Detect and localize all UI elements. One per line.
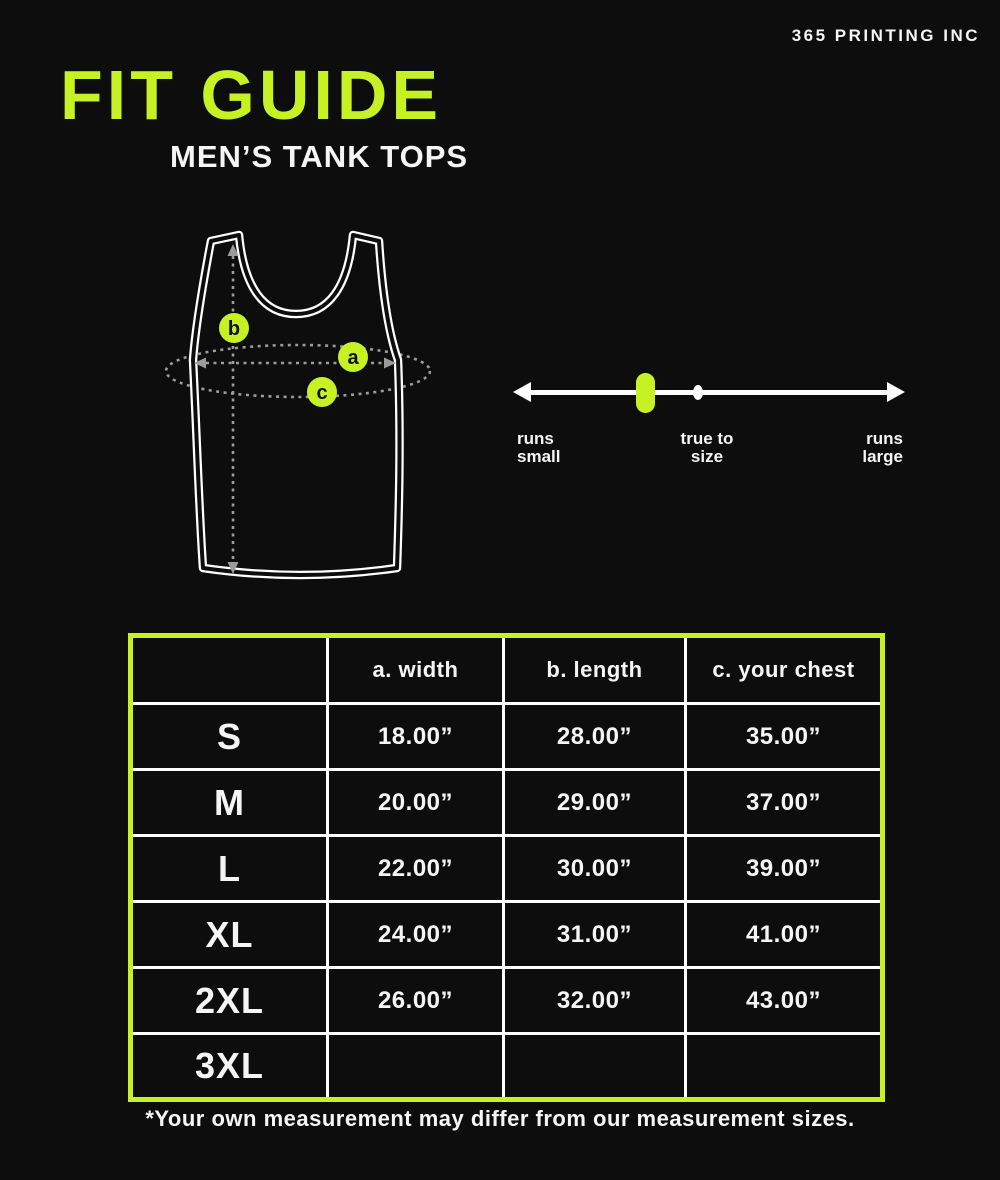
scale-label-runs-small xyxy=(517,430,560,467)
chest-cell: 35.00” xyxy=(685,704,882,770)
size-table xyxy=(128,633,885,1102)
scale-arrow-right-icon xyxy=(887,382,905,402)
scale-label-runs-large xyxy=(862,430,903,467)
page-title: FIT GUIDE xyxy=(60,56,443,134)
chest-cell: 37.00” xyxy=(685,770,882,836)
footnote: *Your own measurement may differ from our measurement sizes. xyxy=(145,1106,855,1131)
table-row xyxy=(131,704,883,770)
length-cell: 32.00” xyxy=(503,968,685,1034)
runs-small-line2: small xyxy=(517,447,561,467)
length-cell: 30.00” xyxy=(503,836,685,902)
header-size xyxy=(131,636,328,704)
width-cell: 22.00” xyxy=(328,836,504,902)
table-row xyxy=(131,770,883,836)
scale-track xyxy=(525,390,893,395)
fit-scale xyxy=(513,372,905,482)
width-cell: 20.00” xyxy=(328,770,504,836)
true-to-size-line2: size xyxy=(690,447,724,467)
width-cell: 26.00” xyxy=(328,968,504,1034)
width-cell: 24.00” xyxy=(328,902,504,968)
size-cell: 2XL xyxy=(131,968,328,1034)
header-chest: c. your chest xyxy=(685,636,882,704)
brand-name: 365 PRINTING INC xyxy=(791,26,980,45)
size-cell: L xyxy=(131,836,328,902)
fit-position-marker xyxy=(636,373,655,413)
marker-b xyxy=(219,313,249,343)
chest-measure-ellipse xyxy=(166,345,430,397)
size-cell: M xyxy=(131,770,328,836)
marker-a-label: a xyxy=(347,347,359,369)
tank-top-diagram xyxy=(150,210,470,610)
runs-large-line1: runs xyxy=(866,429,903,448)
size-cell: XL xyxy=(131,902,328,968)
length-cell: 29.00” xyxy=(503,770,685,836)
true-to-size-dot xyxy=(693,385,703,400)
runs-large-line2: large xyxy=(862,447,903,467)
table-row xyxy=(131,1034,883,1100)
length-cell: 28.00” xyxy=(503,704,685,770)
page-subtitle: MEN’S TANK TOPS xyxy=(170,139,469,174)
scale-label-true-to-size xyxy=(647,430,767,467)
marker-a xyxy=(338,342,368,372)
table-row xyxy=(131,836,883,902)
size-cell: 3XL xyxy=(131,1034,328,1100)
size-cell: S xyxy=(131,704,328,770)
marker-c xyxy=(307,377,337,407)
header-length: b. length xyxy=(503,636,685,704)
chest-cell: 41.00” xyxy=(685,902,882,968)
tank-outline xyxy=(193,235,400,575)
table-row xyxy=(131,968,883,1034)
size-table-header-row xyxy=(131,636,883,704)
chest-cell: 43.00” xyxy=(685,968,882,1034)
length-cell: 31.00” xyxy=(503,902,685,968)
width-cell: 18.00” xyxy=(328,704,504,770)
true-to-size-line1: true to xyxy=(680,429,734,448)
width-cell xyxy=(328,1034,504,1100)
chest-cell: 39.00” xyxy=(685,836,882,902)
tank-outline-inner-gap xyxy=(193,235,400,575)
chest-cell xyxy=(685,1034,882,1100)
table-row xyxy=(131,902,883,968)
marker-c-label: c xyxy=(316,382,328,404)
header-width: a. width xyxy=(328,636,504,704)
length-cell xyxy=(503,1034,685,1100)
runs-small-line1: runs xyxy=(517,429,554,448)
marker-b-label: b xyxy=(227,318,241,340)
